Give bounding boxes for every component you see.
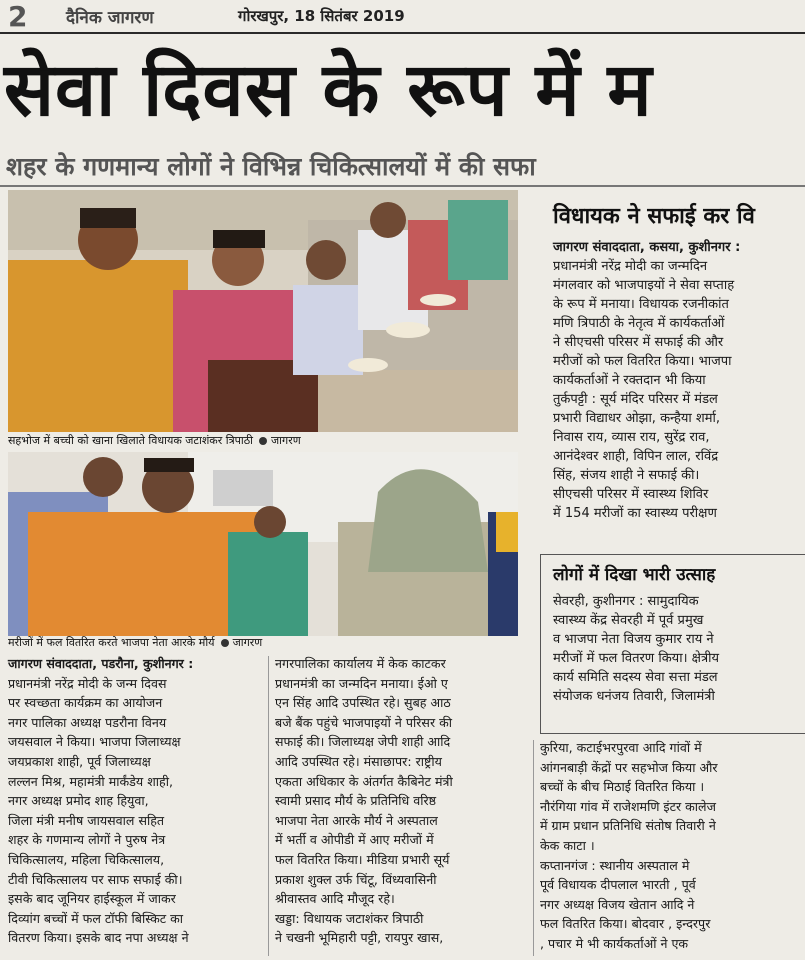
column-line: फल वितरित किया। बोदवार , इन्दरपुर (540, 916, 711, 932)
side-story-line: निवास राय, व्यास राय, सुरेंद्र राव, (553, 430, 710, 445)
story-column-3 (540, 738, 805, 954)
column-line: , पचार मे भी कार्यकर्ताओं ने एक (540, 935, 689, 951)
side-story-line: प्रभारी विद्याधर ओझा, कन्हैया शर्मा, (553, 411, 721, 426)
story-column-1 (8, 654, 264, 948)
photo1-caption (8, 434, 301, 448)
side-story-line: तुर्कपट्टी : सूर्य मंदिर परिसर में मंडल (553, 392, 718, 407)
column-line: जयसवाल ने किया। भाजपा जिलाध्यक्ष (8, 734, 181, 750)
side-story-line: सिंह, संजय शाही ने सफाई की। (553, 468, 700, 483)
side-story-line: कार्यकर्ताओं ने रक्तदान भी किया (553, 373, 706, 388)
boxed-story-line: स्वास्थ्य केंद्र सेवरही में पूर्व प्रमुख (553, 613, 704, 628)
column-line: में भर्ती व ओपीडी में आए मरीजों में (275, 832, 434, 848)
boxed-story-headline: लोगों में दिखा भारी उत्साह (553, 565, 716, 585)
column-line: जयप्रकाश शाही, पूर्व जिलाध्यक्ष (8, 753, 151, 769)
column-line: नौरंगिया गांव में राजेशमणि इंटर कालेज (540, 798, 716, 814)
column-rule (533, 740, 534, 956)
boxed-story-line: मरीजों में फल वितरण किया। क्षेत्रीय (553, 651, 720, 666)
column-line: खड्डा: विधायक जटाशंकर त्रिपाठी (275, 910, 424, 926)
divider (0, 185, 805, 187)
column-line: एकता अधिकार के अंतर्गत कैबिनेट मंत्री (275, 773, 453, 789)
column-line: जिला मंत्री मनीष जायसवाल सहित (8, 812, 165, 828)
page-number: 2 (8, 0, 28, 33)
column-line: कुरिया, कटाईभरपुरवा आदि गांवों में (540, 740, 702, 755)
side-story-line: सीएचसी परिसर में स्वास्थ्य शिविर (553, 487, 709, 502)
dateline: गोरखपुर, 18 सितंबर 2019 (238, 7, 405, 25)
sub-headline: शहर के गणमान्य लोगों ने विभिन्न चिकित्सालयों में की सफा (6, 152, 536, 181)
column-line: आंगनबाड़ी केंद्रों पर सहभोज किया और (540, 759, 718, 775)
column-line: नगर अध्यक्ष प्रमोद शाह हियुवा, (8, 793, 149, 809)
column-line: में ग्राम प्रधान प्रतिनिधि संतोष तिवारी ने (540, 818, 716, 834)
column-line: प्रकाश शुक्ल उर्फ चिंटू, विंध्यवासिनी (275, 871, 437, 887)
column-line: नगरपालिका कार्यालय में केक काटकर (275, 656, 446, 671)
column-line: फल वितरित किया। मीडिया प्रभारी सूर्य (275, 851, 450, 867)
side-story-line: के रूप में मनाया। विधायक रजनीकांत (553, 297, 729, 312)
boxed-story-line: संयोजक धनंजय तिवारी, जिलामंत्री (553, 689, 715, 704)
photo-mla-feeding-child (8, 190, 518, 432)
column-line: प्रधानमंत्री का जन्मदिन मनाया। ईओ ए (275, 675, 448, 691)
boxed-story-line: सेवरही, कुशीनगर : सामुदायिक (553, 594, 699, 609)
column-line: केक काटा । (540, 837, 595, 853)
photo2-credit: जागरण (232, 636, 263, 649)
column-line: दिव्यांग बच्चों में फल टॉफी बिस्किट का (8, 910, 184, 926)
column-line: वितरण किया। इसके बाद नपा अध्यक्ष ने (8, 930, 189, 946)
main-headline: सेवा दिवस के रूप में म (4, 47, 653, 133)
column-line: नगर अध्यक्ष विजय खेतान आदि ने (540, 896, 695, 912)
column-line: बजे बैंक पहुंचे भाजपाइयों ने परिसर की (275, 714, 453, 730)
column-line: नगर पालिका अध्यक्ष पडरौना विनय (8, 714, 167, 730)
column-line: ने चखनी भूमिहारी पट्टी, रायपुर खास, (275, 930, 444, 946)
column-line: लल्लन मिश्र, महामंत्री मार्कंडेय शाही, (8, 773, 173, 789)
paper-name: दैनिक जागरण (66, 8, 154, 28)
bullet-icon (259, 437, 267, 445)
masthead (0, 0, 805, 34)
column-line: स्वामी प्रसाद मौर्य के प्रतिनिधि वरिष्ठ (275, 793, 437, 809)
column-line: एन सिंह आदि उपस्थित रहे। सुबह आठ (275, 695, 451, 711)
side-story-headline: विधायक ने सफाई कर वि (553, 204, 755, 229)
photo1-credit: जागरण (271, 434, 301, 447)
side-story-line: मरीजों को फल वितरित किया। भाजपा (553, 354, 732, 369)
column-line: पूर्व विधायक दीपलाल भारती , पूर्व (540, 877, 696, 893)
boxed-story-line: व भाजपा नेता विजय कुमार राय ने (553, 632, 714, 647)
side-story-byline: जागरण संवाददाता, कसया, कुशीनगर : (553, 240, 741, 255)
column-line: प्रधानमंत्री नरेंद्र मोदी के जन्म दिवस (8, 675, 167, 691)
side-story-line: प्रधानमंत्री नरेंद्र मोदी का जन्मदिन (553, 259, 708, 274)
photo1-caption-text: सहभोज में बच्ची को खाना खिलाते विधायक जटाशंकर त्रिपाठी (8, 434, 254, 447)
column-line: कप्तानगंज : स्थानीय अस्पताल मे (540, 857, 690, 873)
side-story-line: आनंदेश्वर शाही, विपिन लाल, रविंद्र (553, 449, 719, 464)
side-story-line: में 154 मरीजों का स्वास्थ्य परीक्षण (553, 506, 717, 521)
column-line: बच्चों के बीच मिठाई वितरित किया । (540, 779, 705, 795)
column-line: पर स्वच्छता कार्यक्रम का आयोजन (8, 695, 163, 711)
column-line: चिकित्सालय, महिला चिकित्सालय, (8, 851, 165, 867)
story-column-2 (275, 654, 531, 948)
photo2-caption (8, 636, 262, 650)
photo-fruit-distribution (8, 452, 518, 636)
side-story-line: ने सीएचसी परिसर में सफाई की और (553, 335, 724, 350)
photo2-caption-text: मरीजों में फल वितरित करते भाजपा नेता आरके मौर्य (8, 636, 215, 649)
column-line: भाजपा नेता आरके मौर्य ने अस्पताल (275, 812, 438, 828)
column-line: टीवी चिकित्सालय पर साफ सफाई की। (8, 871, 183, 887)
column-line: इसके बाद जूनियर हाईस्कूल में जाकर (8, 891, 176, 907)
boxed-story-body (553, 592, 803, 706)
side-story-line: मंगलवार को भाजपाइयों ने सेवा सप्ताह (553, 278, 735, 293)
bullet-icon (221, 639, 229, 647)
side-story-line: मणि त्रिपाठी के नेतृत्व में कार्यकर्ताओं (553, 316, 725, 331)
column-1-byline: जागरण संवाददाता, पडरौना, कुशीनगर : (8, 656, 194, 671)
column-rule (268, 656, 269, 956)
column-line: शहर के गणमान्य लोगों ने पुरुष नेत्र (8, 832, 166, 848)
column-line: सफाई की। जिलाध्यक्ष जेपी शाही आदि (275, 734, 451, 750)
column-line: श्रीवास्तव आदि मौजूद रहे। (275, 891, 395, 907)
column-line: आदि उपस्थित रहे। मंसाछापर: राष्ट्रीय (275, 753, 442, 769)
side-story-body (553, 238, 805, 523)
boxed-story-line: कार्य समिति सदस्य सेवा सत्ता मंडल (553, 670, 718, 685)
